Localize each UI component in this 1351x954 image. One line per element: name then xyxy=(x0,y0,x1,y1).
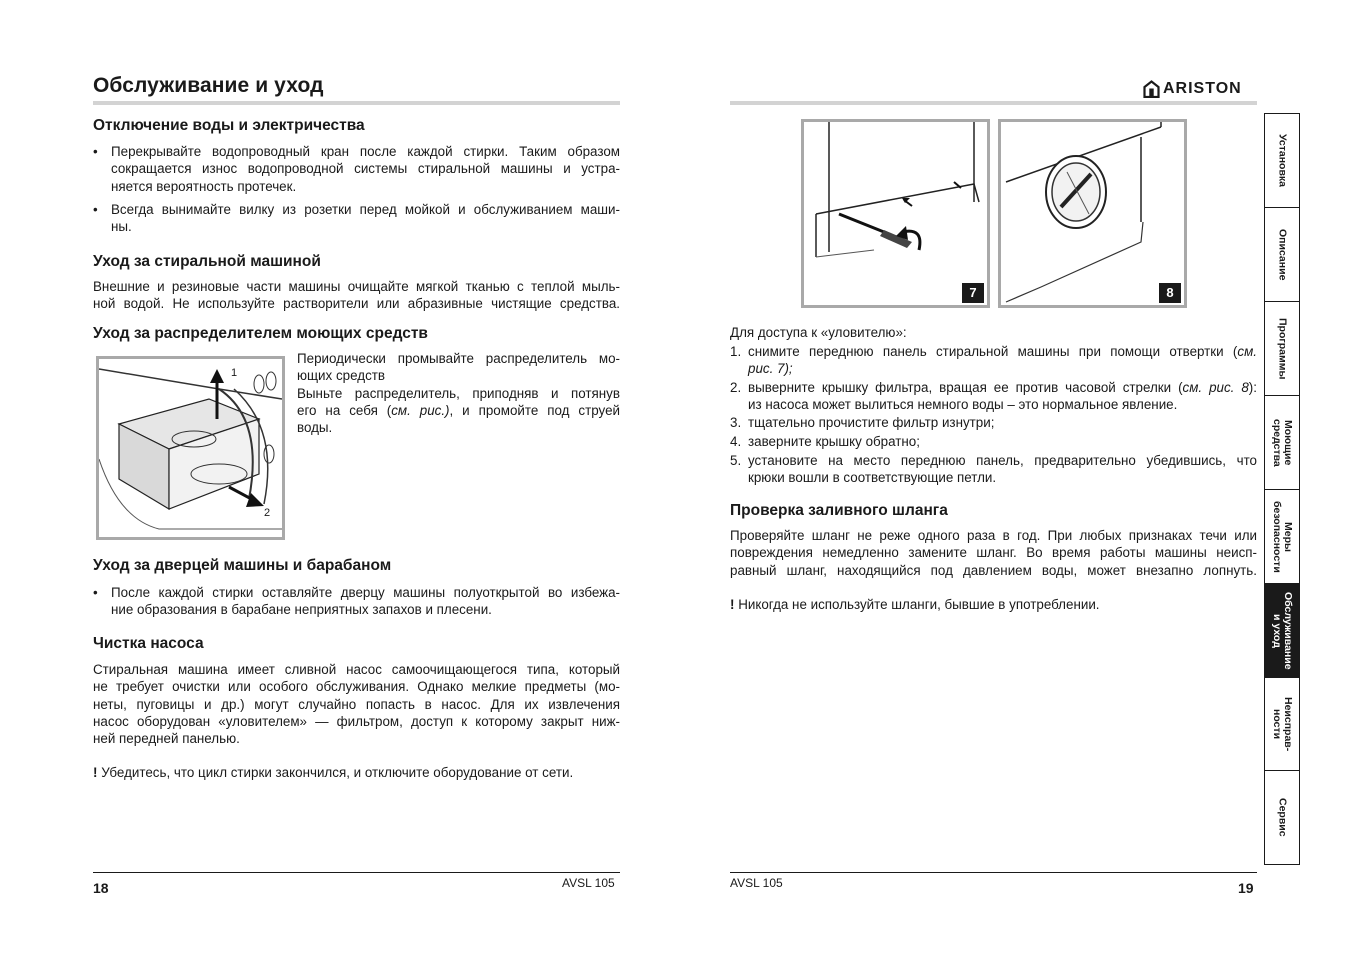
figure-8-badge: 8 xyxy=(1159,283,1181,303)
bullet-door-open: • После каждой стирки оставляйте дверцу машины полуоткрытой во избежа- ние образования в барабане неприятных запахов и плесени. xyxy=(93,585,620,618)
brand-name: ARISTON xyxy=(1163,80,1242,97)
front-panel-illustration xyxy=(804,122,987,305)
heading-machine-care: Уход за стиральной машиной xyxy=(93,253,321,270)
warning-pump: ! Убедитесь, что цикл стирки закончился, и отключите оборудование от сети. xyxy=(93,765,574,780)
header-rule-right xyxy=(730,101,1257,105)
heading-pump-cleaning: Чистка насоса xyxy=(93,635,204,652)
bullet-unplug: • Всегда вынимайте вилку из розетки перед мойкой и обслуживанием маши- ны. xyxy=(93,202,620,235)
model-right: AVSL 105 xyxy=(730,876,783,890)
figure-label-1: 1 xyxy=(231,367,238,379)
tab-maintenance[interactable]: Обслуживание и уход xyxy=(1265,584,1299,678)
steps-intro: Для доступа к «уловителю»: xyxy=(730,325,907,340)
paragraph-dispenser-care: Периодически промывайте распределитель мо- ющих средств Выньте распределитель, приподняв и потянув его на себя (см. рис.), и промойте под струей воды. xyxy=(297,351,620,436)
page-number-left: 18 xyxy=(93,880,109,896)
footer-rule-left xyxy=(93,872,620,873)
step-4: 4. заверните крышку обратно; xyxy=(730,434,920,449)
paragraph-hose-check: Проверяйте шланг не реже одного раза в год. При любых признаках течи или повреждения немедленно замените шланг. Во время работы машины неисп- равный шланг, находящийся под давлением воды, может внезапно лопнуть. xyxy=(730,528,1257,578)
tab-troubleshooting[interactable]: Неиспрaв- ности xyxy=(1265,678,1299,771)
figure-7 xyxy=(801,119,990,308)
ariston-house-icon xyxy=(1143,80,1160,98)
tab-safety[interactable]: Меры безопасности xyxy=(1265,490,1299,584)
warning-hose: ! Никогда не используйте шланги, бывшие в употреблении. xyxy=(730,597,1100,612)
section-tabs xyxy=(1264,113,1300,865)
step-2: 2. выверните крышку фильтра, вращая ее против часовой стрелки (см. рис. 8): из насоса может вылиться немного воды – это нормальное явление. xyxy=(730,380,1257,413)
dispenser-illustration xyxy=(99,359,282,537)
heading-door-drum-care: Уход за дверцей машины и барабаном xyxy=(93,557,392,574)
figure-label-2: 2 xyxy=(264,507,271,519)
page-number-right: 19 xyxy=(1238,880,1254,896)
bullet-water-tap: • Перекрывайте водопроводный кран после каждой стирки. Таким образом сокращается износ водопроводной системы стиральной машины и устра- няется вероятность протечек. xyxy=(93,144,620,194)
paragraph-machine-care: Внешние и резиновые части машины очищайте мягкой тканью с теплой мыль- ной водой. Не используйте растворители или абразивные чистящие средства. xyxy=(93,279,620,312)
tab-description[interactable]: Описание xyxy=(1265,208,1299,302)
title-rule xyxy=(93,101,620,105)
paragraph-pump-cleaning: Стиральная машина имеет сливной насос самоочищающегося типа, который не требует очистки или особого обслуживания. Однако мелкие предметы (мо- неты, пуговицы и др.) могут случайно попасть в насос. Для их извлечения насос оборудован «уловителем» — фильтром, доступ к которому закрыт ниж- ней передней панелью. xyxy=(93,662,620,747)
model-left: AVSL 105 xyxy=(562,876,615,890)
tab-installation[interactable]: Установка xyxy=(1265,114,1299,208)
dispenser-figure xyxy=(96,356,285,540)
heading-hose-check: Проверка заливного шланга xyxy=(730,502,948,519)
figure-7-badge: 7 xyxy=(962,283,984,303)
heading-water-power: Отключение воды и электричества xyxy=(93,117,365,134)
footer-rule-right xyxy=(730,872,1257,873)
page-title: Обслуживание и уход xyxy=(93,74,324,97)
step-1: 1. снимите переднюю панель стиральной машины при помощи отвертки (см. рис. 7); xyxy=(730,344,1257,377)
filter-cover-illustration xyxy=(1001,122,1184,305)
ariston-logo xyxy=(1143,79,1242,99)
step-5: 5. установите на место переднюю панель, предварительно убедившись, что крюки вошли в соответствующие петли. xyxy=(730,453,1257,486)
step-3: 3. тщательно прочистите фильтр изнутри; xyxy=(730,415,995,430)
tab-programs[interactable]: Программы xyxy=(1265,302,1299,396)
tab-detergents[interactable]: Моющие средства xyxy=(1265,396,1299,490)
tab-service[interactable]: Сервис xyxy=(1276,798,1289,837)
heading-dispenser-care: Уход за распределителем моющих средств xyxy=(93,325,428,342)
figure-8 xyxy=(998,119,1187,308)
